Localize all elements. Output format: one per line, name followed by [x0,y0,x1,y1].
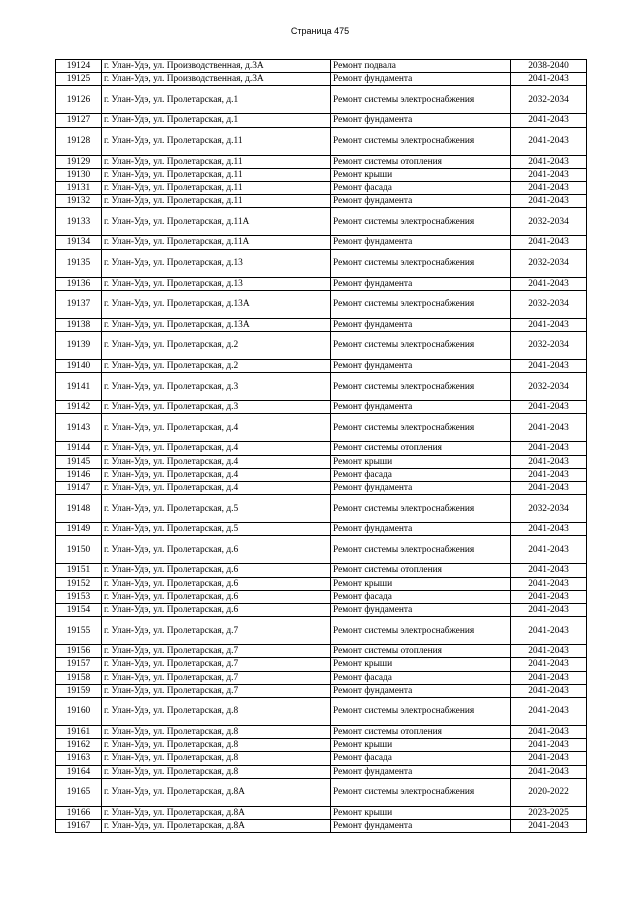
row-work-type: Ремонт фундамента [331,523,511,536]
row-period: 2041-2043 [511,645,587,658]
row-period: 2041-2043 [511,155,587,168]
row-number: 19136 [56,277,102,290]
row-number: 19160 [56,698,102,726]
row-period: 2041-2043 [511,617,587,645]
row-address: г. Улан-Удэ, ул. Пролетарская, д.4 [102,482,331,495]
row-number: 19146 [56,468,102,481]
row-number: 19152 [56,577,102,590]
row-number: 19156 [56,645,102,658]
row-work-type: Ремонт системы электроснабжения [331,495,511,523]
row-period: 2041-2043 [511,195,587,208]
row-period: 2041-2043 [511,752,587,765]
row-address: г. Улан-Удэ, ул. Пролетарская, д.11А [102,236,331,249]
row-period: 2041-2043 [511,114,587,127]
table-row [56,590,587,603]
table-row [56,495,587,523]
row-period: 2041-2043 [511,590,587,603]
row-work-type: Ремонт крыши [331,455,511,468]
row-number: 19126 [56,86,102,114]
row-number: 19148 [56,495,102,523]
row-address: г. Улан-Удэ, ул. Пролетарская, д.2 [102,360,331,373]
row-number: 19139 [56,332,102,360]
row-address: г. Улан-Удэ, ул. Пролетарская, д.8А [102,820,331,833]
row-work-type: Ремонт фундамента [331,236,511,249]
row-address: г. Улан-Удэ, ул. Пролетарская, д.13 [102,249,331,277]
row-work-type: Ремонт крыши [331,658,511,671]
row-address: г. Улан-Удэ, ул. Пролетарская, д.8 [102,765,331,778]
row-period: 2032-2034 [511,249,587,277]
row-address: г. Улан-Удэ, ул. Пролетарская, д.13А [102,318,331,331]
row-work-type: Ремонт системы электроснабжения [331,86,511,114]
row-number: 19125 [56,73,102,86]
row-number: 19159 [56,684,102,697]
row-number: 19165 [56,778,102,806]
row-address: г. Улан-Удэ, ул. Пролетарская, д.5 [102,495,331,523]
row-period: 2041-2043 [511,536,587,564]
row-work-type: Ремонт системы отопления [331,564,511,577]
row-number: 19153 [56,590,102,603]
row-number: 19161 [56,726,102,739]
row-work-type: Ремонт фундамента [331,401,511,414]
row-address: г. Улан-Удэ, ул. Пролетарская, д.8 [102,752,331,765]
row-work-type: Ремонт системы электроснабжения [331,373,511,401]
row-work-type: Ремонт системы электроснабжения [331,332,511,360]
row-period: 2041-2043 [511,360,587,373]
row-work-type: Ремонт фасада [331,671,511,684]
row-address: г. Улан-Удэ, ул. Пролетарская, д.7 [102,658,331,671]
repair-schedule-table [55,59,587,833]
row-period: 2032-2034 [511,495,587,523]
row-number: 19167 [56,820,102,833]
row-period: 2041-2043 [511,127,587,155]
row-address: г. Улан-Удэ, ул. Пролетарская, д.3 [102,401,331,414]
table-row [56,468,587,481]
row-address: г. Улан-Удэ, ул. Пролетарская, д.6 [102,577,331,590]
row-address: г. Улан-Удэ, ул. Пролетарская, д.11 [102,182,331,195]
row-period: 2020-2022 [511,778,587,806]
row-number: 19143 [56,414,102,442]
table-row [56,698,587,726]
row-work-type: Ремонт фасада [331,590,511,603]
table-body [56,60,587,833]
table-row [56,208,587,236]
row-period: 2023-2025 [511,806,587,819]
row-address: г. Улан-Удэ, ул. Пролетарская, д.6 [102,536,331,564]
row-period: 2041-2043 [511,739,587,752]
table-row [56,806,587,819]
table-row [56,752,587,765]
row-period: 2032-2034 [511,208,587,236]
row-address: г. Улан-Удэ, ул. Производственная, д.3А [102,73,331,86]
row-address: г. Улан-Удэ, ул. Пролетарская, д.7 [102,645,331,658]
row-number: 19149 [56,523,102,536]
row-period: 2041-2043 [511,277,587,290]
table-row [56,442,587,455]
table-row [56,820,587,833]
row-number: 19133 [56,208,102,236]
row-work-type: Ремонт фундамента [331,684,511,697]
row-address: г. Улан-Удэ, ул. Пролетарская, д.11 [102,195,331,208]
table-row [56,778,587,806]
row-period: 2041-2043 [511,523,587,536]
row-address: г. Улан-Удэ, ул. Пролетарская, д.11 [102,155,331,168]
table-row [56,577,587,590]
row-number: 19154 [56,604,102,617]
row-address: г. Улан-Удэ, ул. Пролетарская, д.13А [102,290,331,318]
row-address: г. Улан-Удэ, ул. Пролетарская, д.4 [102,468,331,481]
row-address: г. Улан-Удэ, ул. Пролетарская, д.7 [102,617,331,645]
row-work-type: Ремонт фундамента [331,820,511,833]
row-address: г. Улан-Удэ, ул. Пролетарская, д.2 [102,332,331,360]
row-number: 19140 [56,360,102,373]
row-address: г. Улан-Удэ, ул. Пролетарская, д.7 [102,671,331,684]
row-number: 19162 [56,739,102,752]
row-work-type: Ремонт системы электроснабжения [331,617,511,645]
row-number: 19135 [56,249,102,277]
row-work-type: Ремонт системы отопления [331,442,511,455]
row-work-type: Ремонт системы электроснабжения [331,249,511,277]
row-number: 19166 [56,806,102,819]
row-work-type: Ремонт крыши [331,739,511,752]
row-work-type: Ремонт фундамента [331,318,511,331]
row-work-type: Ремонт системы отопления [331,645,511,658]
row-period: 2032-2034 [511,373,587,401]
row-period: 2041-2043 [511,604,587,617]
row-number: 19141 [56,373,102,401]
table-row [56,318,587,331]
row-address: г. Улан-Удэ, ул. Пролетарская, д.3 [102,373,331,401]
row-period: 2041-2043 [511,182,587,195]
row-work-type: Ремонт системы электроснабжения [331,778,511,806]
row-address: г. Улан-Удэ, ул. Производственная, д.3А [102,60,331,73]
row-number: 19145 [56,455,102,468]
row-period: 2041-2043 [511,820,587,833]
row-address: г. Улан-Удэ, ул. Пролетарская, д.11 [102,168,331,181]
row-number: 19157 [56,658,102,671]
row-number: 19142 [56,401,102,414]
row-period: 2041-2043 [511,401,587,414]
row-address: г. Улан-Удэ, ул. Пролетарская, д.11 [102,127,331,155]
row-period: 2041-2043 [511,414,587,442]
row-number: 19127 [56,114,102,127]
row-period: 2041-2043 [511,765,587,778]
row-work-type: Ремонт фасада [331,752,511,765]
table-row [56,332,587,360]
row-work-type: Ремонт системы электроснабжения [331,290,511,318]
table-row [56,182,587,195]
row-number: 19144 [56,442,102,455]
row-period: 2041-2043 [511,482,587,495]
table-row [56,671,587,684]
table-row [56,195,587,208]
row-period: 2032-2034 [511,86,587,114]
row-work-type: Ремонт фундамента [331,195,511,208]
table-row [56,236,587,249]
row-address: г. Улан-Удэ, ул. Пролетарская, д.5 [102,523,331,536]
row-address: г. Улан-Удэ, ул. Пролетарская, д.8А [102,806,331,819]
row-period: 2038-2040 [511,60,587,73]
row-address: г. Улан-Удэ, ул. Пролетарская, д.4 [102,442,331,455]
row-period: 2041-2043 [511,318,587,331]
row-address: г. Улан-Удэ, ул. Пролетарская, д.4 [102,414,331,442]
row-work-type: Ремонт системы электроснабжения [331,414,511,442]
row-period: 2032-2034 [511,290,587,318]
row-period: 2041-2043 [511,564,587,577]
row-work-type: Ремонт фундамента [331,360,511,373]
row-address: г. Улан-Удэ, ул. Пролетарская, д.1 [102,114,331,127]
row-period: 2041-2043 [511,726,587,739]
table-row [56,617,587,645]
row-work-type: Ремонт системы отопления [331,155,511,168]
row-number: 19158 [56,671,102,684]
row-work-type: Ремонт крыши [331,168,511,181]
row-period: 2041-2043 [511,658,587,671]
table-row [56,373,587,401]
table-row [56,726,587,739]
table-row [56,604,587,617]
table-row [56,645,587,658]
row-number: 19134 [56,236,102,249]
table-row [56,114,587,127]
row-number: 19163 [56,752,102,765]
table-row [56,290,587,318]
table-row [56,127,587,155]
table-row [56,277,587,290]
row-number: 19151 [56,564,102,577]
row-address: г. Улан-Удэ, ул. Пролетарская, д.8 [102,698,331,726]
row-address: г. Улан-Удэ, ул. Пролетарская, д.1 [102,86,331,114]
row-number: 19128 [56,127,102,155]
row-period: 2041-2043 [511,468,587,481]
table-row [56,684,587,697]
row-address: г. Улан-Удэ, ул. Пролетарская, д.13 [102,277,331,290]
row-work-type: Ремонт системы электроснабжения [331,208,511,236]
page-header: Страница 475 [290,26,350,36]
table-row [56,86,587,114]
row-number: 19164 [56,765,102,778]
row-address: г. Улан-Удэ, ул. Пролетарская, д.8 [102,726,331,739]
table-row [56,739,587,752]
row-number: 19131 [56,182,102,195]
row-work-type: Ремонт фундамента [331,765,511,778]
row-number: 19132 [56,195,102,208]
row-period: 2041-2043 [511,698,587,726]
table-row [56,455,587,468]
row-work-type: Ремонт фасада [331,182,511,195]
table-row [56,658,587,671]
row-number: 19129 [56,155,102,168]
row-address: г. Улан-Удэ, ул. Пролетарская, д.6 [102,564,331,577]
table-row [56,765,587,778]
table-row [56,73,587,86]
row-work-type: Ремонт системы электроснабжения [331,536,511,564]
row-period: 2041-2043 [511,671,587,684]
table-row [56,401,587,414]
row-period: 2041-2043 [511,442,587,455]
row-period: 2041-2043 [511,455,587,468]
row-work-type: Ремонт фундамента [331,277,511,290]
row-number: 19137 [56,290,102,318]
table-row [56,482,587,495]
row-work-type: Ремонт системы электроснабжения [331,127,511,155]
row-address: г. Улан-Удэ, ул. Пролетарская, д.7 [102,684,331,697]
row-address: г. Улан-Удэ, ул. Пролетарская, д.6 [102,590,331,603]
row-period: 2041-2043 [511,236,587,249]
table-row [56,168,587,181]
row-work-type: Ремонт фундамента [331,604,511,617]
table-row [56,414,587,442]
table-row [56,60,587,73]
row-address: г. Улан-Удэ, ул. Пролетарская, д.6 [102,604,331,617]
row-period: 2041-2043 [511,684,587,697]
table-row [56,155,587,168]
row-number: 19150 [56,536,102,564]
row-work-type: Ремонт крыши [331,577,511,590]
row-work-type: Ремонт крыши [331,806,511,819]
row-number: 19155 [56,617,102,645]
row-period: 2041-2043 [511,168,587,181]
row-work-type: Ремонт фасада [331,468,511,481]
row-number: 19124 [56,60,102,73]
row-work-type: Ремонт системы отопления [331,726,511,739]
row-number: 19147 [56,482,102,495]
row-address: г. Улан-Удэ, ул. Пролетарская, д.8 [102,739,331,752]
row-period: 2041-2043 [511,73,587,86]
row-period: 2032-2034 [511,332,587,360]
table-row [56,564,587,577]
row-work-type: Ремонт подвала [331,60,511,73]
row-period: 2041-2043 [511,577,587,590]
row-work-type: Ремонт системы электроснабжения [331,698,511,726]
table-row [56,523,587,536]
row-address: г. Улан-Удэ, ул. Пролетарская, д.4 [102,455,331,468]
row-number: 19138 [56,318,102,331]
row-address: г. Улан-Удэ, ул. Пролетарская, д.8А [102,778,331,806]
table-row [56,536,587,564]
table-row [56,360,587,373]
row-number: 19130 [56,168,102,181]
row-work-type: Ремонт фундамента [331,73,511,86]
row-address: г. Улан-Удэ, ул. Пролетарская, д.11А [102,208,331,236]
table-row [56,249,587,277]
row-work-type: Ремонт фундамента [331,114,511,127]
row-work-type: Ремонт фундамента [331,482,511,495]
